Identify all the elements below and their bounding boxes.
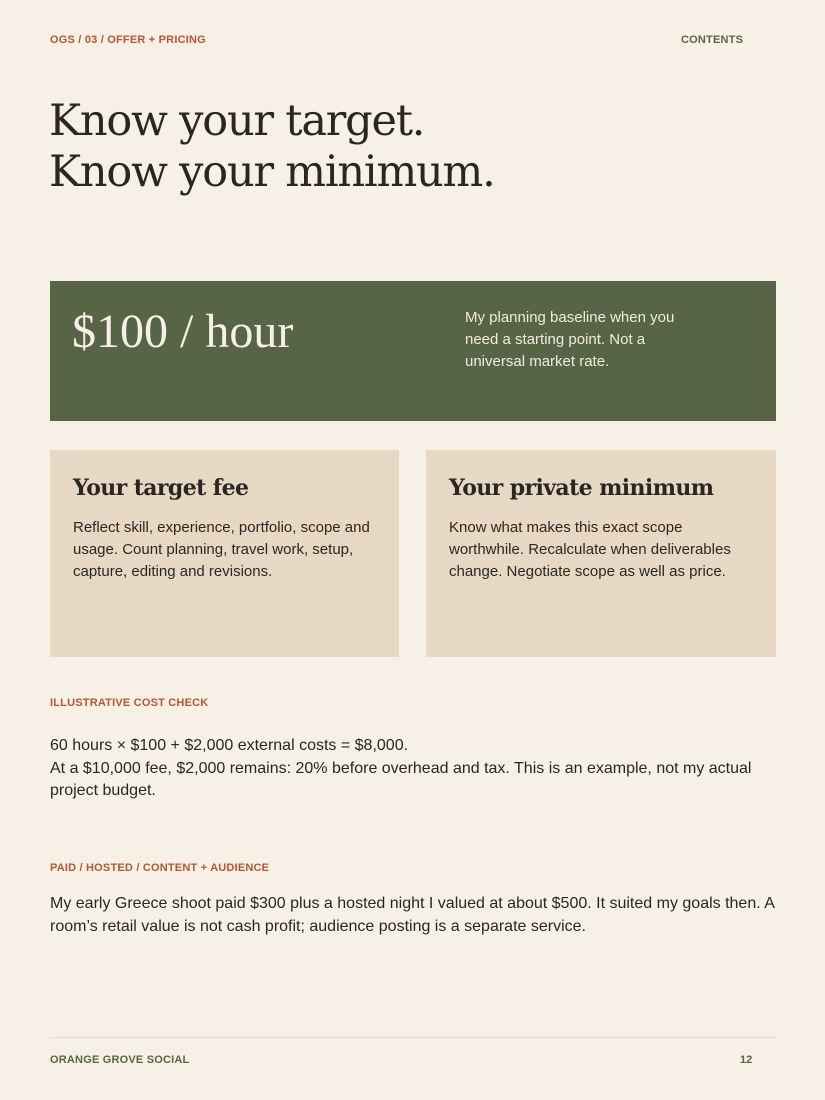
footer-brand: ORANGE GROVE SOCIAL [50,1054,190,1066]
page-title-line-2: Know your minimum. [49,147,495,197]
cost-check-line-2: At a $10,000 fee, $2,000 remains: 20% before overhead and tax. This is an example, not my actual project budget. [50,759,752,799]
paid-hosted-text: My early Greece shoot paid $300 plus a hosted night I valued at about $500. It suited my goals then. A room’s retail value is not cash profit; audience posting is a separate service. [50,895,775,935]
hourly-rate-note: My planning baseline when you need a starting point. Not a universal market rate. [465,309,675,370]
cost-check-text [50,735,776,803]
private-minimum-body: Know what makes this exact scope worthwhile. Recalculate when deliverables change. Negotiate scope as well as price. [449,519,731,580]
contents-link[interactable]: CONTENTS [681,34,744,46]
hourly-rate-banner [50,281,776,421]
hourly-rate-value: $100 / hour [72,305,294,358]
cost-check-label: ILLUSTRATIVE COST CHECK [50,697,209,709]
section-breadcrumb: OGS / 03 / OFFER + PRICING [50,34,206,46]
footer-divider [50,1037,776,1038]
cost-check-line-1: 60 hours × $100 + $2,000 external costs = $8,000. [50,737,409,754]
target-fee-body: Reflect skill, experience, portfolio, scope and usage. Count planning, travel work, setup, capture, editing and revisions. [73,519,370,580]
target-fee-card [50,450,399,657]
private-minimum-card [426,450,776,657]
paid-hosted-label: PAID / HOSTED / CONTENT + AUDIENCE [50,862,270,874]
page-number: 12 [740,1054,753,1066]
private-minimum-title: Your private minimum [449,475,714,501]
page-title-line-1: Know your target. [49,96,425,146]
target-fee-title: Your target fee [73,475,249,501]
page-title [49,96,495,198]
